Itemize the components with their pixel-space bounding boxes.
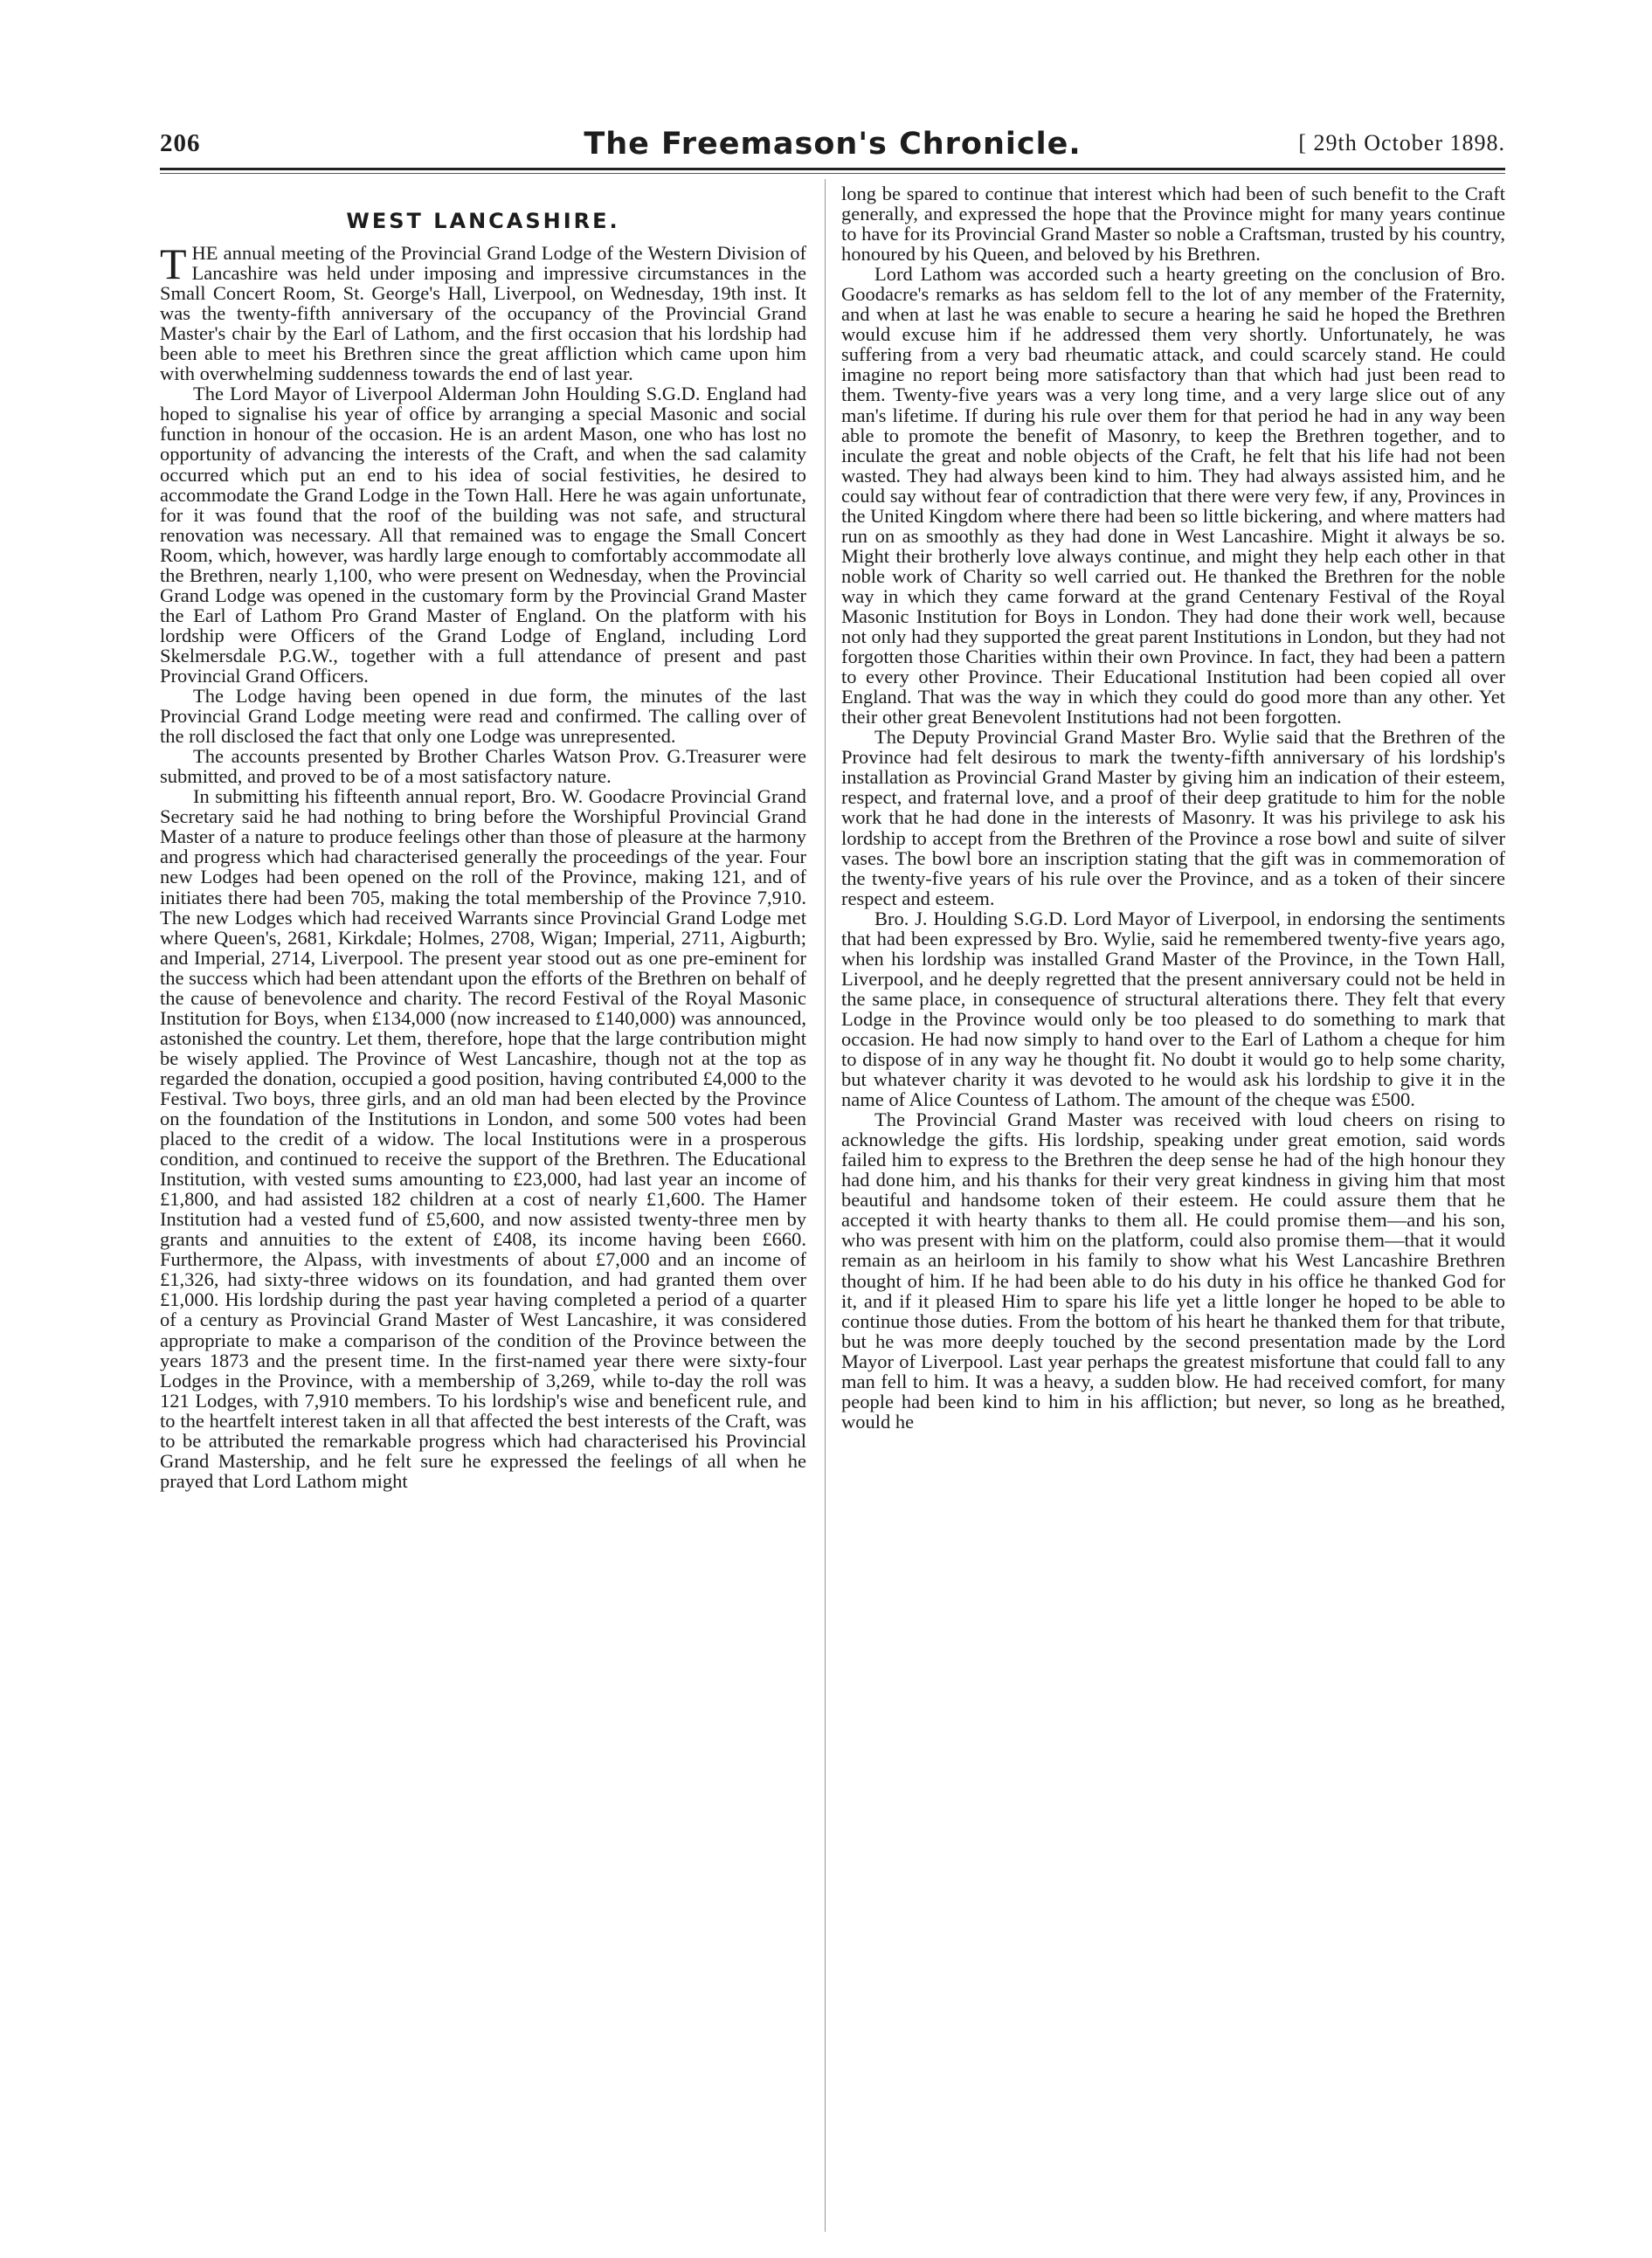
page-number: 206 (160, 129, 201, 157)
article-paragraph (160, 239, 806, 385)
drop-cap: T (160, 239, 187, 288)
article-paragraph: The Lord Mayor of Liverpool Alderman John Houlding S.G.D. England had hoped to signalise his year of office by arranging a special Masonic and social function in honour of the occasion. He is an ardent Mason, one who has lost no opportunity of advancing the interests of the Craft, and when the sad calamity occurred which put an end to his idea of social festivities, he desired to accommodate the Grand Lodge in the Town Hall. Here he was again unfortunate, for it was found that the roof of the building was not safe, and structural renovation was necessary. All that remained was to engage the Small Concert Room, which, however, was hardly large enough to comfortably accommodate all the Brethren, nearly 1,100, who were present on Wednesday, when the Provincial Grand Lodge was opened in the customary form by the Provincial Grand Master the Earl of Lathom Pro Grand Master of England. On the platform with his lordship were Officers of the Grand Lodge of England, including Lord Skelmersdale P.G.W., together with a full attendance of present and past Provincial Grand Officers. (160, 383, 806, 687)
paragraph-text: HE annual meeting of the Provincial Grand Lodge of the Western Division of Lancashire was held under imposing and impressive circumstances in the Small Concert Room, St. George's Hall, Liverpool, on Wednesday, 19th inst. It was the twenty-fifth anniversary of the occupancy of the Provincial Grand Master's chair by the Earl of Lathom, and the first occasion that his lordship had been able to meet his Brethren since the great affliction which came upon him with overwhelming suddenness towards the end of last year. (160, 242, 806, 385)
left-column (160, 183, 806, 2245)
header-rule (160, 168, 1505, 170)
article-title: WEST LANCASHIRE. (346, 209, 620, 233)
article-paragraph: The Provincial Grand Master was received with loud cheers on rising to acknowledge the gifts. His lordship, speaking under great emotion, said words failed him to express to the Brethren the deep sense he had of the high honour they had done him, and his thanks for their very great kindness in giving him that most beautiful and handsome token of their esteem. He could assure them that he accepted it with hearty thanks to them all. He could promise them—and his son, who was present with him on the platform, could also promise them—that it would remain as an heirloom in his family to show what his West Lancashire Brethren thought of him. If he had been able to do his duty in his office he thanked God for it, and if it pleased Him to spare his life yet a little longer he hoped to be able to continue those duties. From the bottom of his heart he thanked them for that tribute, but he was more deeply touched by the second presentation made by the Lord Mayor of Liverpool. Last year perhaps the greatest misfortune that could fall to any man fell to him. It was a heavy, a sudden blow. He had received comfort, for many people had been kind to him in his affliction; but never, so long as he breathed, would he (841, 1108, 1505, 1433)
article-paragraph: The Deputy Provincial Grand Master Bro. Wylie said that the Brethren of the Province had felt desirous to mark the twenty-fifth anniversary of his lordship's installation as Provincial Grand Master by giving him an indication of their esteem, respect, and fraternal love, and a proof of their deep gratitude to him for the noble work that he had done in the interests of Masonry. It was his privilege to ask his lordship to accept from the Brethren of the Province a rose bowl and suite of silver vases. The bowl bore an inscription stating that the gift was in commemoration of the twenty-five years of his rule over the Province, and as a token of their sincere respect and esteem. (841, 726, 1505, 909)
article-paragraph: long be spared to continue that interest which had been of such benefit to the Craft generally, and expressed the hope that the Province might for many years continue to have for its Provincial Grand Master so noble a Craftsman, trusted by his country, honoured by his Queen, and beloved by his Brethren. (841, 183, 1505, 266)
masthead (160, 129, 1505, 168)
article-paragraph: In submitting his fifteenth annual report, Bro. W. Goodacre Provincial Grand Secretary said he had nothing to bring before the Worshipful Provincial Grand Master of a nature to produce feelings other than those of pleasure at the harmony and progress which had characterised generally the proceedings of the year. Four new Lodges had been opened on the roll of the Province, making 121, and of initiates there had been 705, making the total membership of the Province 7,910. The new Lodges which had received Warrants since Provincial Grand Lodge met where Queen's, 2681, Kirkdale; Holmes, 2708, Wigan; Imperial, 2711, Aigburth; and Imperial, 2714, Liverpool. The present year stood out as one pre-eminent for the success which had been attendant upon the efforts of the Brethren on behalf of the cause of benevolence and charity. The record Festival of the Royal Masonic Institution for Boys, when £134,000 (now increased to £140,000) was announced, astonished the country. Let them, therefore, hope that the large contribution might be wisely applied. The Province of West Lancashire, though not at the top as regarded the donation, occupied a good position, having contributed £4,000 to the Festival. Two boys, three girls, and an old man had been elected by the Province on the foundation of the Institutions in London, and some 500 votes had been placed to the credit of a widow. The local Institutions were in a prosperous condition, and continued to receive the support of the Brethren. The Educational Institution, with vested sums amounting to £23,000, had last year an income of £1,800, and had assisted 182 children at a cost of nearly £1,600. The Hamer Institution had a vested fund of £5,600, and now assisted twenty-three men by grants and annuities to the extent of £408, its income having been £660. Furthermore, the Alpass, with investments of about £7,000 and an income of £1,326, had sixty-three widows on its foundation, and had granted them over £1,000. His lordship during the past year having completed a period of a quarter of a century as Provincial Grand Master of West Lancashire, it was considered appropriate to make a comparison of the condition of the Province between the years 1873 and the present time. In the first-named year there were sixty-four Lodges in the Province, with a membership of 3,269, while to-day the roll was 121 Lodges, with 7,910 members. To his lordship's wise and beneficent rule, and to the heartfelt interest taken in all that affected the best interests of the Craft, was to be attributed the remarkable progress which had characterised his Provincial Grand Mastership, and he felt sure he expressed the feelings of all when he prayed that Lord Lathom might (160, 785, 806, 1492)
header-rule-thin (160, 173, 1505, 174)
journal-title: The Freemason's Chronicle. (584, 127, 1082, 162)
column-divider (825, 179, 826, 2232)
right-column (841, 183, 1505, 2245)
issue-date: [ 29th October 1898. (1298, 130, 1505, 155)
article-paragraph: The Lodge having been opened in due form, the minutes of the last Provincial Grand Lodge meeting were read and confirmed. The calling over of the roll disclosed the fact that only one Lodge was unrepresented. (160, 685, 806, 748)
article-paragraph: Lord Lathom was accorded such a hearty greeting on the conclusion of Bro. Goodacre's remarks as has seldom fell to the lot of any member of the Fraternity, and when at last he was enable to secure a hearing he said he hoped the Brethren would excuse him if he addressed them very shortly. Unfortunately, he was suffering from a very bad rheumatic attack, and could scarcely stand. He could imagine no report being more satisfactory than that which had just been read to them. Twenty-five years was a very long time, and a very large slice out of any man's lifetime. If during his rule over them for that period he had in any way been able to promote the benefit of Masonry, to keep the Brethren together, and to inculate the great and noble objects of the Craft, he felt that his life had not been wasted. They had always been kind to him. They had always assisted him, and he could say without fear of contradiction that there were very few, if any, Provinces in the United Kingdom where there had been so little bickering, and where matters had run on as smoothly as they had done in West Lancashire. Might it always be so. Might their brotherly love always continue, and might they help each other in that noble work of Charity so well carried out. He thanked the Brethren for the noble way in which they came forward at the grand Centenary Festival of the Royal Masonic Institution for Boys in London. They had done their work well, because not only had they supported the great parent Institutions in London, but they had not forgotten those Charities within their own Province. In fact, they had been a pattern to every other Province. Their Educational Institution had been copied all over England. That was the way in which they could do good more than any other. Yet their other great Benevolent Institutions had not been forgotten. (841, 263, 1505, 728)
article-paragraph: The accounts presented by Brother Charles Watson Prov. G.Treasurer were submitted, and proved to be of a most satisfactory nature. (160, 745, 806, 788)
article-paragraph: Bro. J. Houlding S.G.D. Lord Mayor of Liverpool, in endorsing the sentiments that had been expressed by Bro. Wylie, said he remembered twenty-five years ago, when his lordship was installed Grand Master of the Province, in the Town Hall, Liverpool, and he deeply regretted that the present anniversary could not be held in the same place, in consequence of structural alterations there. They felt that every Lodge in the Province would only be too pleased to do something to mark that occasion. He had now simply to hand over to the Earl of Lathom a cheque for him to dispose of in any way he thought fit. No doubt it would go to help some charity, but whatever charity it was devoted to he would ask his lordship to give it in the name of Alice Countess of Lathom. The amount of the cheque was £500. (841, 907, 1505, 1111)
